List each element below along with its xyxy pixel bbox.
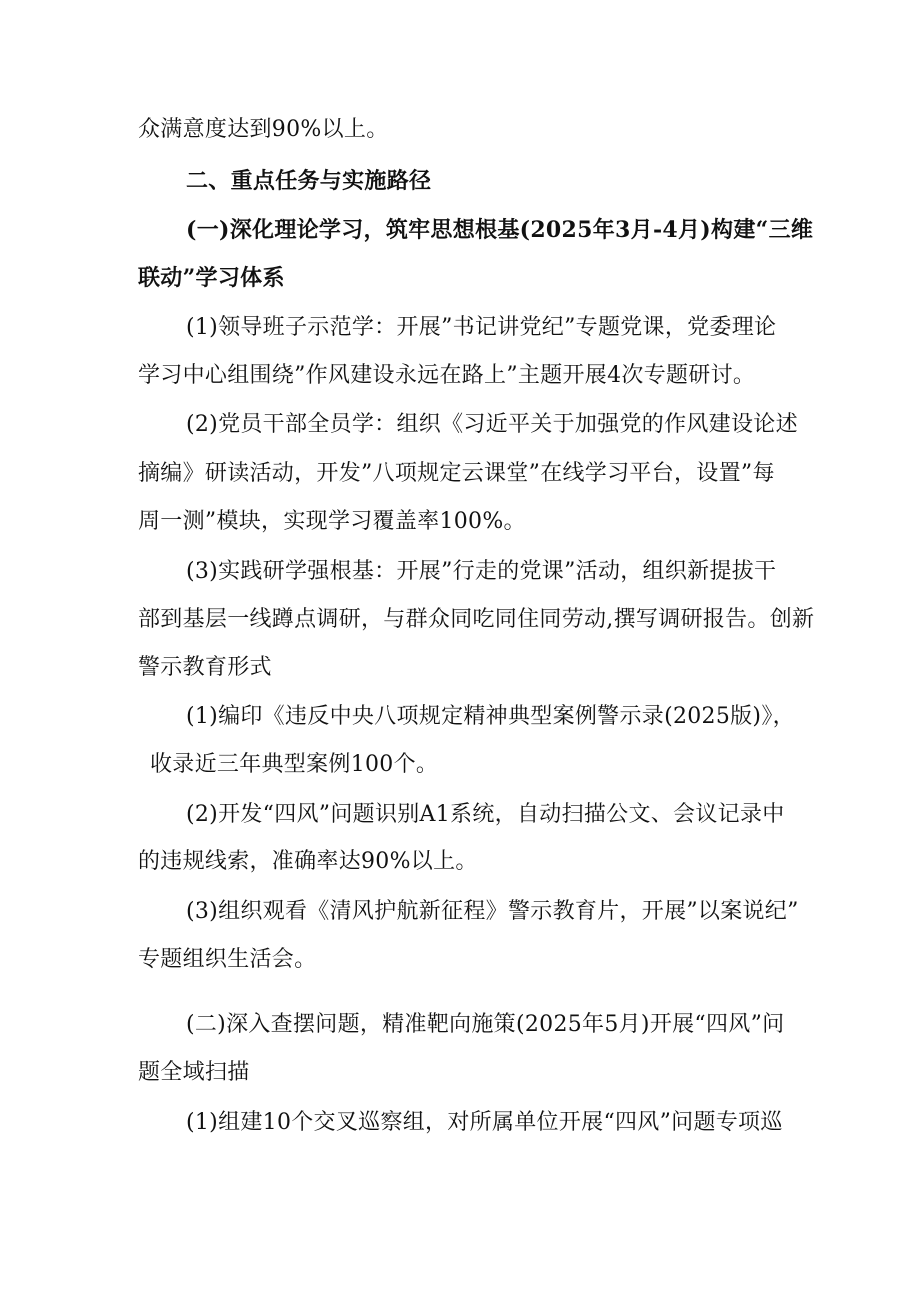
text-line-6: 学习中心组围绕”作风建设永远在路上”主题开展4次专题研讨。 bbox=[138, 363, 756, 388]
text-line-18: 专题组织生活会。 bbox=[138, 947, 317, 972]
text-line-15: (2)开发“四风”问题识别A1系统，自动扫描公文、会议记录中 bbox=[186, 802, 785, 827]
subsection-heading-2: (二)深入查摆问题，精准靶向施策(2025年5月)开展“四风”问 bbox=[186, 1012, 785, 1037]
text-line-8: 摘编》研读活动，开发”八项规定云课堂”在线学习平台，设置”每 bbox=[138, 461, 775, 486]
section-heading: 二、重点任务与实施路径 bbox=[186, 168, 432, 194]
subsection-heading-1-cont: 联动”学习体系 bbox=[138, 265, 285, 291]
text-line-1: 众满意度达到90%以上。 bbox=[138, 117, 389, 142]
text-line-12: 警示教育形式 bbox=[138, 655, 272, 680]
text-line-11: 部到基层一线蹲点调研，与群众同吃同住同劳动,撰写调研报告。创新 bbox=[138, 607, 815, 632]
text-line-10: (3)实践研学强根基：开展”行走的党课”活动，组织新提拔干 bbox=[186, 559, 777, 584]
text-line-7: (2)党员干部全员学：组织《习近平关于加强党的作风建设论述 bbox=[186, 412, 798, 437]
text-line-5: (1)领导班子示范学：开展”书记讲党纪”专题党课，党委理论 bbox=[186, 315, 777, 340]
text-line-21: (1)组建10个交叉巡察组，对所属单位开展“四风”问题专项巡 bbox=[186, 1110, 783, 1135]
text-line-16: 的违规线索，准确率达90%以上。 bbox=[138, 849, 478, 874]
text-line-17: (3)组织观看《清风护航新征程》警示教育片，开展”以案说纪” bbox=[186, 899, 799, 924]
subsection-heading-2-cont: 题全域扫描 bbox=[138, 1060, 250, 1085]
subsection-heading-1: (一)深化理论学习，筑牢思想根基(2025年3月-4月)构建“三维 bbox=[186, 217, 814, 243]
text-line-13: (1)编印《违反中央八项规定精神典型案例警示录(2025版)》， bbox=[186, 704, 795, 729]
text-line-14: 收录近三年典型案例100个。 bbox=[150, 752, 439, 777]
text-line-9: 周一测”模块，实现学习覆盖率100%。 bbox=[138, 509, 526, 534]
